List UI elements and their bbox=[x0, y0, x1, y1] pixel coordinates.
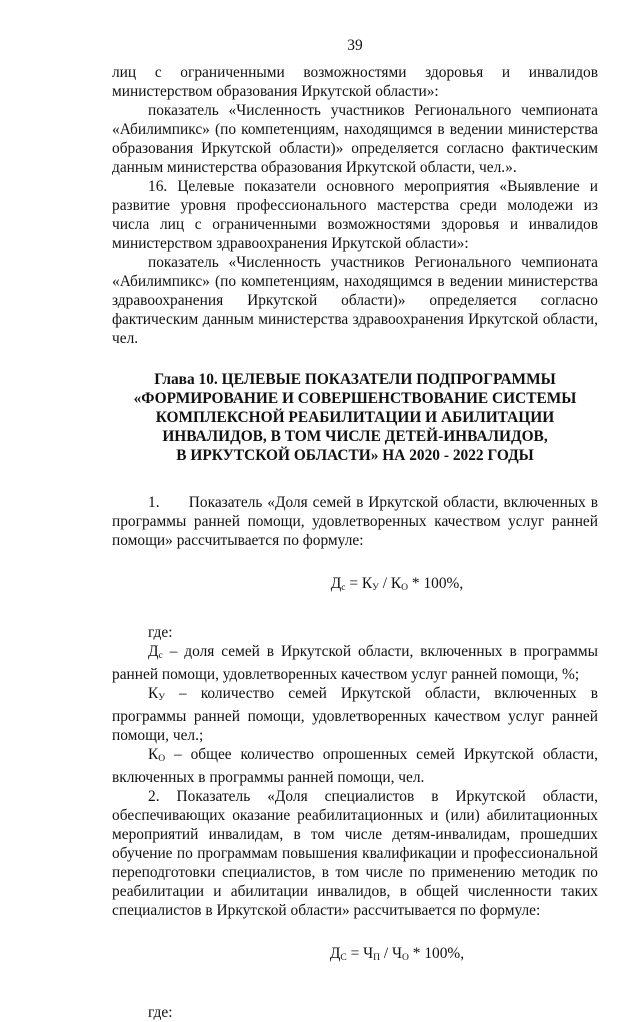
formula-subscript: О bbox=[402, 952, 409, 963]
chapter-title-line: Глава 10. ЦЕЛЕВЫЕ ПОКАЗАТЕЛИ ПОДПРОГРАММЫ bbox=[154, 371, 556, 388]
formula-subscript: с bbox=[341, 582, 346, 593]
formula-symbol: = Ч bbox=[346, 945, 374, 962]
formula-symbol: / К bbox=[378, 575, 402, 592]
paragraph: министерством образования Иркутской области»: bbox=[112, 83, 439, 100]
chapter-title-line: В ИРКУТСКОЙ ОБЛАСТИ» НА 2020 - 2022 ГОДЫ bbox=[176, 447, 534, 464]
definition-text: – общее количество опрошенных семей Иркутской области, включенных в программы ранней помощи, чел. bbox=[112, 746, 598, 786]
formula-symbol: Д bbox=[330, 575, 342, 592]
definition-subscript: У bbox=[158, 692, 166, 703]
formula-1 bbox=[112, 574, 598, 597]
formula-2 bbox=[112, 944, 598, 967]
paragraph: 16. Целевые показатели основного мероприятия «Выявление и развитие уровня профессионального мастерства среди молодежи из числа лиц с ограниченными возможностями здоровья и инвалидов министерством здравоохранения Иркутской области»: bbox=[112, 178, 598, 252]
chapter-title bbox=[112, 370, 598, 465]
chapter-title-line: ИНВАЛИДОВ, В ТОМ ЧИСЛЕ ДЕТЕЙ-ИНВАЛИДОВ, bbox=[162, 428, 548, 445]
paragraph: лиц с ограниченными возможностями здоровья и инвалидов bbox=[112, 64, 598, 81]
chapter-title-line: КОМПЛЕКСНОЙ РЕАБИЛИТАЦИИ И АБИЛИТАЦИИ bbox=[155, 409, 555, 426]
page-number: 39 bbox=[347, 37, 363, 54]
definition-item bbox=[112, 642, 598, 684]
definition-subscript: О bbox=[158, 753, 166, 764]
item-1-paragraph: 1. Показатель «Доля семей в Иркутской области, включенных в программы ранней помощи, удовлетворенных качеством услуг ранней помощи» рассчитывается по формуле: bbox=[112, 494, 598, 549]
definition-item bbox=[112, 684, 598, 745]
where-label: где: bbox=[148, 1004, 173, 1021]
definition-text: – доля семей в Иркутской области, включенных в программы ранней помощи, удовлетворенных качеством услуг ранней помощи, %; bbox=[112, 643, 598, 683]
formula-symbol: / Ч bbox=[380, 945, 403, 962]
top-paragraphs bbox=[112, 63, 598, 348]
formula-symbol: * 100%, bbox=[408, 575, 464, 592]
formula-symbol: * 100%, bbox=[408, 945, 465, 962]
paragraph: показатель «Численность участников Регионального чемпионата «Абилимпикс» (по компетенциям, находящимся в ведении министерства здравоохранения Иркутской области)» определяется согласно фактическим данным министерства здравоохранения Иркутской области, чел. bbox=[112, 254, 598, 347]
formula-subscript: П bbox=[373, 952, 381, 963]
chapter-title-line: «ФОРМИРОВАНИЕ И СОВЕРШЕНСТВОВАНИЕ СИСТЕМЫ bbox=[133, 390, 577, 407]
definition-item bbox=[112, 745, 598, 787]
definition-symbol: К bbox=[148, 746, 159, 763]
definition-symbol: К bbox=[148, 685, 159, 702]
paragraph: показатель «Численность участников Регионального чемпионата «Абилимпикс» (по компетенциям, находящимся в ведении министерства образования Иркутской области)» определяется согласно фактическим данным министерства образования Иркутской области, чел.». bbox=[112, 102, 598, 176]
item-2-paragraph: 2. Показатель «Доля специалистов в Иркутской области, обеспечивающих оказание реабилитационных и (или) абилитационных мероприятий инвалидам, в том числе детям-инвалидам, прошедших обучение по программам повышения квалификации и профессиональной переподготовки специалистов, в том числе по применению методик по реабилитации и абилитации инвалидов, в общей численности таких специалистов в Иркутской области» рассчитывается по формуле: bbox=[112, 788, 598, 919]
formula-subscript: С bbox=[340, 952, 347, 963]
definition-text: – количество семей Иркутской области, включенных в программы ранней помощи, удовлетворенных качеством услуг ранней помощи, чел.; bbox=[112, 685, 598, 744]
formula-symbol: = К bbox=[345, 575, 373, 592]
definition-symbol: Д bbox=[148, 643, 159, 660]
definitions-1 bbox=[112, 642, 598, 787]
formula-subscript: У bbox=[372, 582, 379, 593]
definition-subscript: с bbox=[158, 650, 163, 661]
formula-subscript: О bbox=[401, 582, 409, 593]
where-label: где: bbox=[148, 624, 173, 641]
formula-symbol: Д bbox=[329, 945, 341, 962]
